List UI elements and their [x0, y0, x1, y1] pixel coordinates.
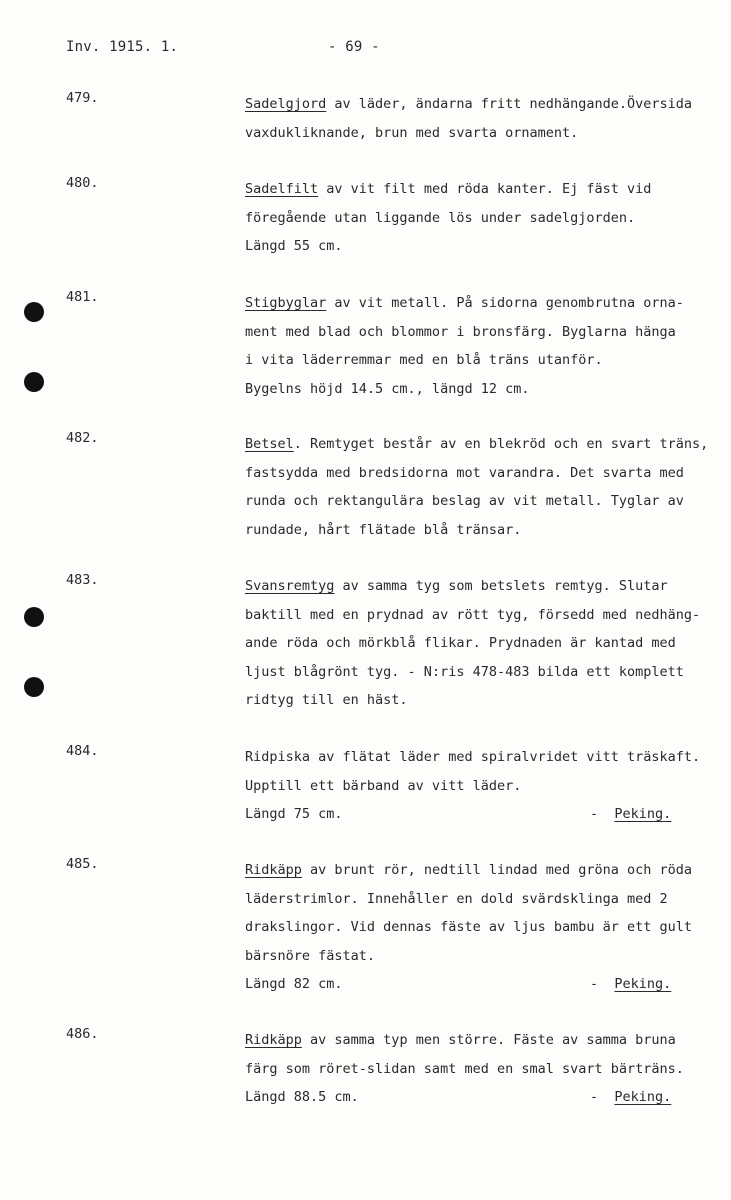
- entry-line: vaxdukliknande, brun med svarta ornament.: [245, 124, 579, 141]
- entry-line: runda och rektangulära beslag av vit metall. Tyglar av: [245, 493, 684, 509]
- entry-number: 480.: [66, 175, 99, 191]
- entry-line: baktill med en prydnad av rött tyg, försedd med nedhäng-: [245, 606, 701, 623]
- entry-text: [245, 289, 727, 403]
- entry-line: Bygelns höjd 14.5 cm., längd 12 cm.: [245, 380, 530, 397]
- entry-line: Längd 75 cm.: [245, 806, 343, 822]
- punch-hole: [24, 302, 44, 322]
- entry-text: [245, 572, 727, 715]
- entry-line: av brunt rör, nedtill lindad med gröna och röda: [301, 862, 693, 878]
- entry-text: [245, 430, 727, 544]
- inventory-header: Inv. 1915. 1.: [66, 39, 179, 55]
- place-name: Peking.: [614, 976, 672, 992]
- entry-text: [245, 90, 727, 147]
- entry-keyword: Stigbyglar: [245, 295, 327, 311]
- entry-line: föregående utan liggande lös under sadelgjorden.: [245, 209, 636, 226]
- entry-line: . Remtyget består av en blekröd och en svart träns,: [293, 436, 709, 452]
- entry-line: i vita läderremmar med en blå träns utanför.: [245, 352, 603, 368]
- entry-line: drakslingor. Vid dennas fäste av ljus bambu är ett gult: [245, 919, 693, 935]
- entry-line: läderstrimlor. Innehåller en dold svärdsklinga med 2: [245, 890, 668, 907]
- place-name: Peking.: [614, 1089, 672, 1105]
- place-label: - Peking.: [590, 1089, 672, 1105]
- entry-line: Längd 82 cm.: [245, 976, 343, 992]
- entry-text: [245, 743, 727, 829]
- punch-hole: [24, 372, 44, 392]
- entry-line: av samma typ men större. Fäste av samma bruna: [301, 1032, 676, 1048]
- entry-line: Ridpiska av flätat läder med spiralvridet vitt träskaft.: [245, 749, 701, 765]
- entry-line: Upptill ett bärband av vitt läder.: [245, 777, 522, 794]
- entry-line: ridtyg till en häst.: [245, 692, 408, 708]
- entry-line: av vit filt med röda kanter. Ej fäst vid: [318, 181, 652, 197]
- entry-number: 483.: [66, 572, 99, 588]
- entry-line: ljust blågrönt tyg. - N:ris 478-483 bilda ett komplett: [245, 663, 684, 680]
- entry-keyword: Betsel: [245, 436, 294, 452]
- entry-keyword: Sadelfilt: [245, 181, 319, 197]
- entry-text: [245, 175, 727, 261]
- entry-number: 485.: [66, 856, 99, 872]
- place-label: - Peking.: [590, 806, 672, 822]
- entry-line: Längd 55 cm.: [245, 238, 343, 254]
- entry-keyword: Svansremtyg: [245, 578, 335, 594]
- entry-keyword: Ridkäpp: [245, 1032, 302, 1048]
- entry-text: [245, 856, 727, 999]
- entry-number: 486.: [66, 1026, 99, 1042]
- entry-line: Längd 88.5 cm.: [245, 1089, 359, 1105]
- entry-text: [245, 1026, 727, 1112]
- entry-keyword: Ridkäpp: [245, 862, 302, 878]
- entry-line: av vit metall. På sidorna genombrutna orna-: [326, 295, 684, 311]
- entry-line: av läder, ändarna fritt nedhängande.Översida: [326, 96, 693, 112]
- punch-hole: [24, 607, 44, 627]
- punch-hole: [24, 677, 44, 697]
- entry-line: färg som röret-slidan samt med en smal svart bärträns.: [245, 1060, 684, 1077]
- place-label: - Peking.: [590, 976, 672, 992]
- place-name: Peking.: [614, 806, 672, 822]
- entry-number: 479.: [66, 90, 99, 106]
- entry-number: 484.: [66, 743, 99, 759]
- entry-line: bärsnöre fästat.: [245, 947, 376, 964]
- entry-number: 481.: [66, 289, 99, 305]
- page-number: - 69 -: [328, 39, 380, 55]
- entry-keyword: Sadelgjord: [245, 96, 327, 112]
- entry-number: 482.: [66, 430, 99, 446]
- entry-line: ande röda och mörkblå flikar. Prydnaden är kantad med: [245, 635, 676, 651]
- entry-line: ment med blad och blommor i bronsfärg. Byglarna hänga: [245, 323, 676, 340]
- entry-line: fastsydda med bredsidorna mot varandra. Det svarta med: [245, 464, 684, 481]
- entry-line: rundade, hårt flätade blå tränsar.: [245, 521, 522, 538]
- entry-line: av samma tyg som betslets remtyg. Slutar: [334, 578, 668, 594]
